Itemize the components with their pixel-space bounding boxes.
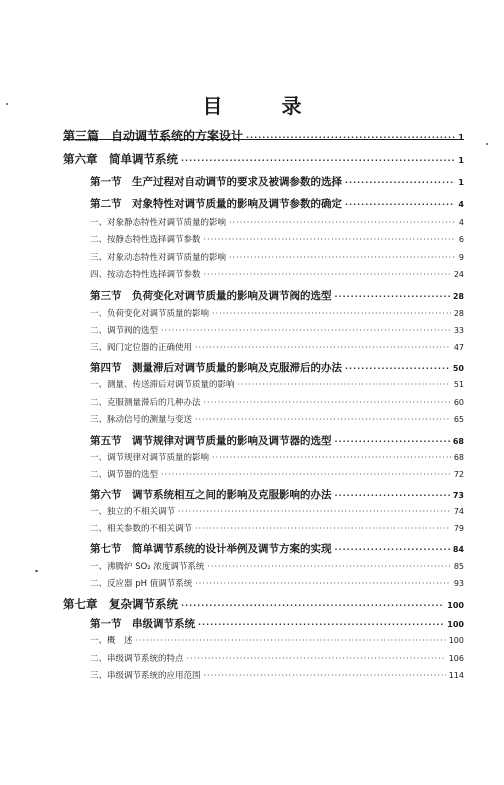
- toc-entry-page: 47: [453, 343, 464, 352]
- toc-entry-item[interactable]: [90, 468, 464, 480]
- toc-entry-sect[interactable]: [90, 541, 464, 556]
- toc-entry-sect[interactable]: [90, 616, 464, 631]
- toc-entry-sect[interactable]: [90, 360, 464, 375]
- leader-dots: [204, 270, 451, 279]
- toc-entry-title: 第三节 负荷变化对调节质量的影响及调节阀的选型: [90, 290, 332, 302]
- toc-entry-page: 60: [453, 398, 464, 407]
- toc-entry-sect[interactable]: [90, 174, 464, 189]
- leader-dots: [136, 636, 446, 645]
- leader-dots: [161, 470, 451, 479]
- toc-entry-title: 一、独立的不相关调节: [90, 507, 176, 517]
- toc-entry-title: 第三篇 自动调节系统的方案设计: [63, 129, 244, 143]
- leader-dots: [335, 292, 450, 301]
- toc-entry-sect[interactable]: [90, 487, 464, 502]
- toc-entry-title: 三、对象动态特性对调节质量的影响: [90, 253, 227, 263]
- toc-entry-page: 1: [458, 133, 464, 142]
- toc-entry-page: 28: [452, 292, 464, 301]
- toc-entry-page: 50: [452, 364, 464, 373]
- toc-entry-item[interactable]: [90, 652, 464, 664]
- page-title: 目 录: [202, 94, 328, 118]
- leader-dots: [345, 364, 450, 373]
- toc-entry-title: 第二节 对象特性对调节质量的影响及调节参数的确定: [90, 198, 342, 210]
- toc-entry-item[interactable]: [90, 251, 464, 263]
- toc-entry-page: 6: [458, 235, 464, 244]
- toc-entry-item[interactable]: [90, 307, 464, 319]
- toc-entry-title: 一、沸腾炉 SO₂ 浓度调节系统: [90, 562, 205, 572]
- leader-dots: [335, 545, 450, 554]
- leader-dots: [212, 453, 451, 462]
- toc-entry-title: 第六节 调节系统相互之间的影响及克服影响的办法: [90, 489, 332, 501]
- leader-dots: [335, 437, 450, 446]
- toc-entry-item[interactable]: [90, 216, 464, 228]
- leader-dots: [204, 398, 451, 407]
- toc-entry-title: 二、反应器 pH 值调节系统: [90, 579, 193, 589]
- leader-dots: [246, 133, 455, 142]
- leader-dots: [195, 343, 451, 352]
- toc-entry-sect[interactable]: [90, 196, 464, 211]
- toc-entry-title: 第五节 调节规律对调节质量的影响及调节器的选型: [90, 435, 332, 447]
- toc-entry-item[interactable]: [90, 505, 464, 517]
- leader-dots: [187, 654, 446, 663]
- toc-entry-item[interactable]: [90, 522, 464, 534]
- toc-entry-page: 65: [453, 415, 464, 424]
- leader-dots: [204, 235, 456, 244]
- toc-entry-title: 二、调节器的选型: [90, 470, 159, 480]
- toc-entry-page: 84: [452, 545, 464, 554]
- leader-dots: [195, 579, 451, 588]
- leader-dots: [345, 200, 455, 209]
- leader-dots: [198, 620, 444, 629]
- toc-entry-page: 72: [453, 470, 464, 479]
- leader-dots: [161, 326, 451, 335]
- toc-entry-sect[interactable]: [90, 433, 464, 448]
- toc-entry-page: 24: [453, 270, 464, 279]
- toc-entry-item[interactable]: [90, 451, 464, 463]
- toc-entry-item[interactable]: [90, 378, 464, 390]
- toc-entry-sect[interactable]: [90, 288, 464, 303]
- toc-entry-chap[interactable]: [63, 151, 464, 167]
- toc-entry-item[interactable]: [90, 341, 464, 353]
- toc-entry-page: 73: [452, 491, 464, 500]
- toc-entry-item[interactable]: [90, 324, 464, 336]
- toc-entry-title: 二、串级调节系统的特点: [90, 654, 184, 664]
- toc-entry-page: 68: [452, 437, 464, 446]
- leader-dots: [229, 218, 456, 227]
- toc-entry-page: 100: [447, 620, 464, 629]
- toc-entry-page: 1: [458, 178, 464, 187]
- toc-entry-title: 第七章 复杂调节系统: [63, 597, 178, 611]
- toc-entry-item[interactable]: [90, 577, 464, 589]
- toc-entry-page: 4: [458, 218, 464, 227]
- toc-entry-title: 二、相关参数的不相关调节: [90, 524, 193, 534]
- toc-entry-title: 二、调节阀的选型: [90, 326, 159, 336]
- toc-entry-title: 第一节 生产过程对自动调节的要求及被调参数的选择: [90, 176, 342, 188]
- toc-entry-page: 93: [453, 579, 464, 588]
- leader-dots: [181, 601, 444, 610]
- toc-entry-page: 74: [453, 507, 464, 516]
- toc-entry-page: 4: [458, 200, 464, 209]
- toc-entry-item[interactable]: [90, 560, 464, 572]
- toc-entry-title: 三、阀门定位器的正确使用: [90, 343, 193, 353]
- toc-entry-page: 85: [453, 562, 464, 571]
- toc-entry-title: 一、测量、传送滞后对调节质量的影响: [90, 380, 235, 390]
- toc-entry-page: 114: [448, 671, 464, 680]
- toc-entry-item[interactable]: [90, 268, 464, 280]
- scan-speck: [35, 570, 38, 572]
- scan-speck: [6, 103, 8, 105]
- toc-entry-part[interactable]: [63, 127, 464, 144]
- leader-dots: [181, 156, 455, 165]
- toc-entry-page: 100: [448, 636, 464, 645]
- toc-entry-chap[interactable]: [63, 596, 464, 612]
- toc-entry-title: 一、概 述: [90, 636, 133, 646]
- toc-entry-page: 68: [453, 453, 464, 462]
- toc-entry-item[interactable]: [90, 634, 464, 646]
- leader-dots: [345, 178, 455, 187]
- toc-entry-page: 106: [448, 654, 464, 663]
- toc-entry-title: 二、克服测量滞后的几种办法: [90, 398, 201, 408]
- toc-entry-page: 100: [447, 601, 464, 610]
- toc-entry-item[interactable]: [90, 669, 464, 681]
- toc-entry-title: 四、按动态特性选择调节参数: [90, 270, 201, 280]
- toc-entry-title: 一、负荷变化对调节质量的影响: [90, 309, 210, 319]
- toc-entry-title: 二、按静态特性选择调节参数: [90, 235, 201, 245]
- leader-dots: [238, 380, 451, 389]
- toc-entry-page: 79: [453, 524, 464, 533]
- toc-entry-page: 51: [453, 380, 464, 389]
- toc-entry-title: 三、脉动信号的测量与变送: [90, 415, 193, 425]
- toc-entry-title: 第七节 简单调节系统的设计举例及调节方案的实现: [90, 543, 332, 555]
- leader-dots: [195, 524, 451, 533]
- toc-entry-item[interactable]: [90, 233, 464, 245]
- toc-entry-title: 一、对象静态特性对调节质量的影响: [90, 218, 227, 228]
- leader-dots: [229, 253, 456, 262]
- leader-dots: [335, 491, 450, 500]
- toc-entry-item[interactable]: [90, 396, 464, 408]
- toc-entry-title: 第六章 简单调节系统: [63, 152, 178, 166]
- leader-dots: [207, 562, 450, 571]
- leader-dots: [204, 671, 446, 680]
- scan-speck: [486, 143, 488, 145]
- toc-entry-page: 9: [458, 253, 464, 262]
- toc-entry-page: 28: [453, 309, 464, 318]
- toc-entry-title: 第四节 测量滞后对调节质量的影响及克服滞后的办法: [90, 362, 342, 374]
- toc-entry-item[interactable]: [90, 413, 464, 425]
- leader-dots: [212, 309, 451, 318]
- toc-entry-title: 三、串级调节系统的应用范围: [90, 671, 201, 681]
- leader-dots: [195, 415, 451, 424]
- toc-entry-title: 一、调节规律对调节质量的影响: [90, 453, 210, 463]
- toc-entry-page: 33: [453, 326, 464, 335]
- leader-dots: [178, 507, 451, 516]
- toc-entry-page: 1: [458, 156, 464, 165]
- toc-entry-title: 第一节 串级调节系统: [90, 618, 195, 630]
